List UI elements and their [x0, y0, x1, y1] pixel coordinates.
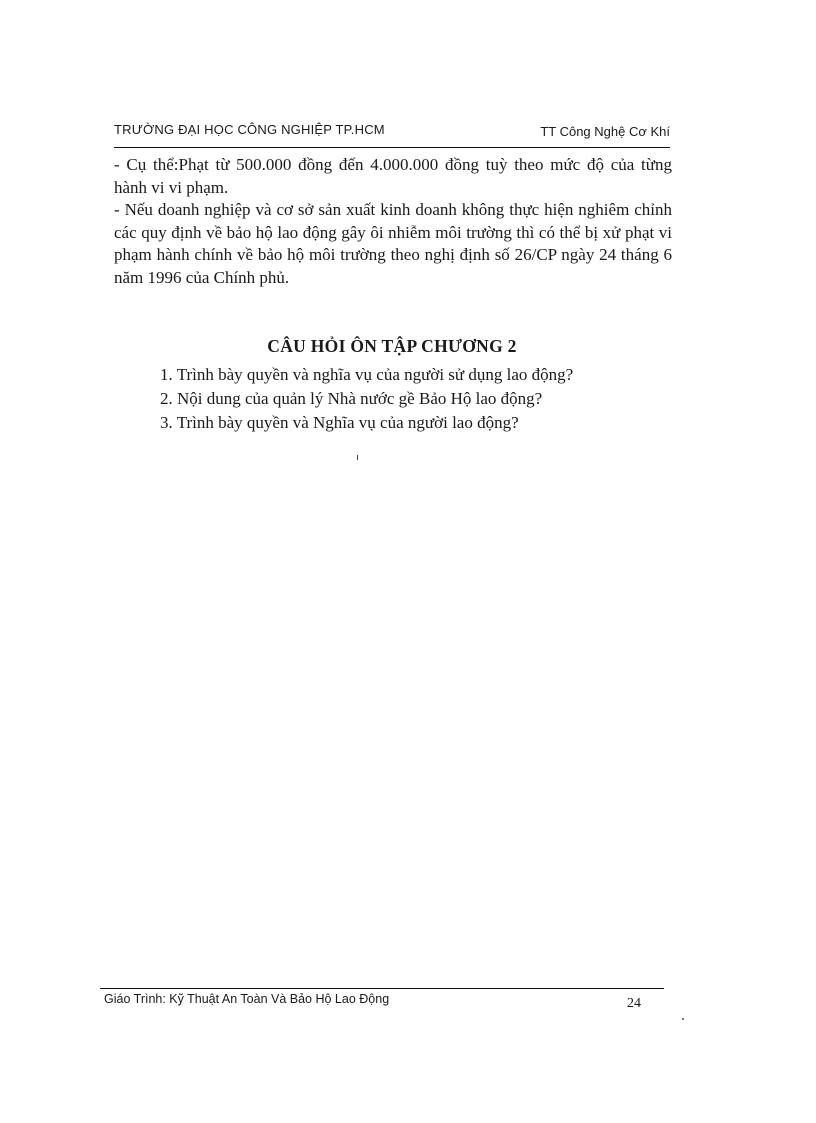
page-header [114, 120, 670, 146]
footer-rule [100, 988, 664, 989]
header-rule [114, 147, 670, 148]
body-paragraph: - Cụ thể:Phạt từ 500.000 đồng đến 4.000.000 đồng tuỳ theo mức độ của từng hành vi vi phạm. [114, 155, 672, 197]
scan-dot [682, 1018, 684, 1020]
header-department: TT Công Nghệ Cơ Khí [540, 124, 670, 139]
scan-mark [357, 455, 358, 460]
body-text [114, 154, 672, 289]
question-item: 3. Trình bày quyền và Nghĩa vụ của người lao động? [160, 413, 519, 432]
header-institution: TRƯỜNG ĐẠI HỌC CÔNG NGHIỆP TP.HCM [114, 122, 385, 137]
questions-list [160, 363, 573, 435]
question-item: 2. Nội dung của quản lý Nhà nước gề Bảo Hộ lao động? [160, 389, 543, 408]
page-number: 24 [627, 996, 641, 1011]
question-item: 1. Trình bày quyền và nghĩa vụ của người sử dụng lao động? [160, 365, 574, 384]
body-paragraph: - Nếu doanh nghiệp và cơ sở sản xuất kinh doanh không thực hiện nghiêm chỉnh các quy định về bảo hộ lao động gây ôi nhiễm môi trường thì có thể bị xử phạt vi phạm hành chính về bảo hộ môi trường theo nghị định số 26/CP ngày 24 tháng 6 năm 1996 của Chính phủ. [114, 200, 672, 287]
questions-heading: CÂU HỎI ÔN TẬP CHƯƠNG 2 [267, 336, 517, 356]
footer-book-title: Giáo Trình: Kỹ Thuật An Toàn Và Bảo Hộ Lao Động [104, 992, 390, 1006]
